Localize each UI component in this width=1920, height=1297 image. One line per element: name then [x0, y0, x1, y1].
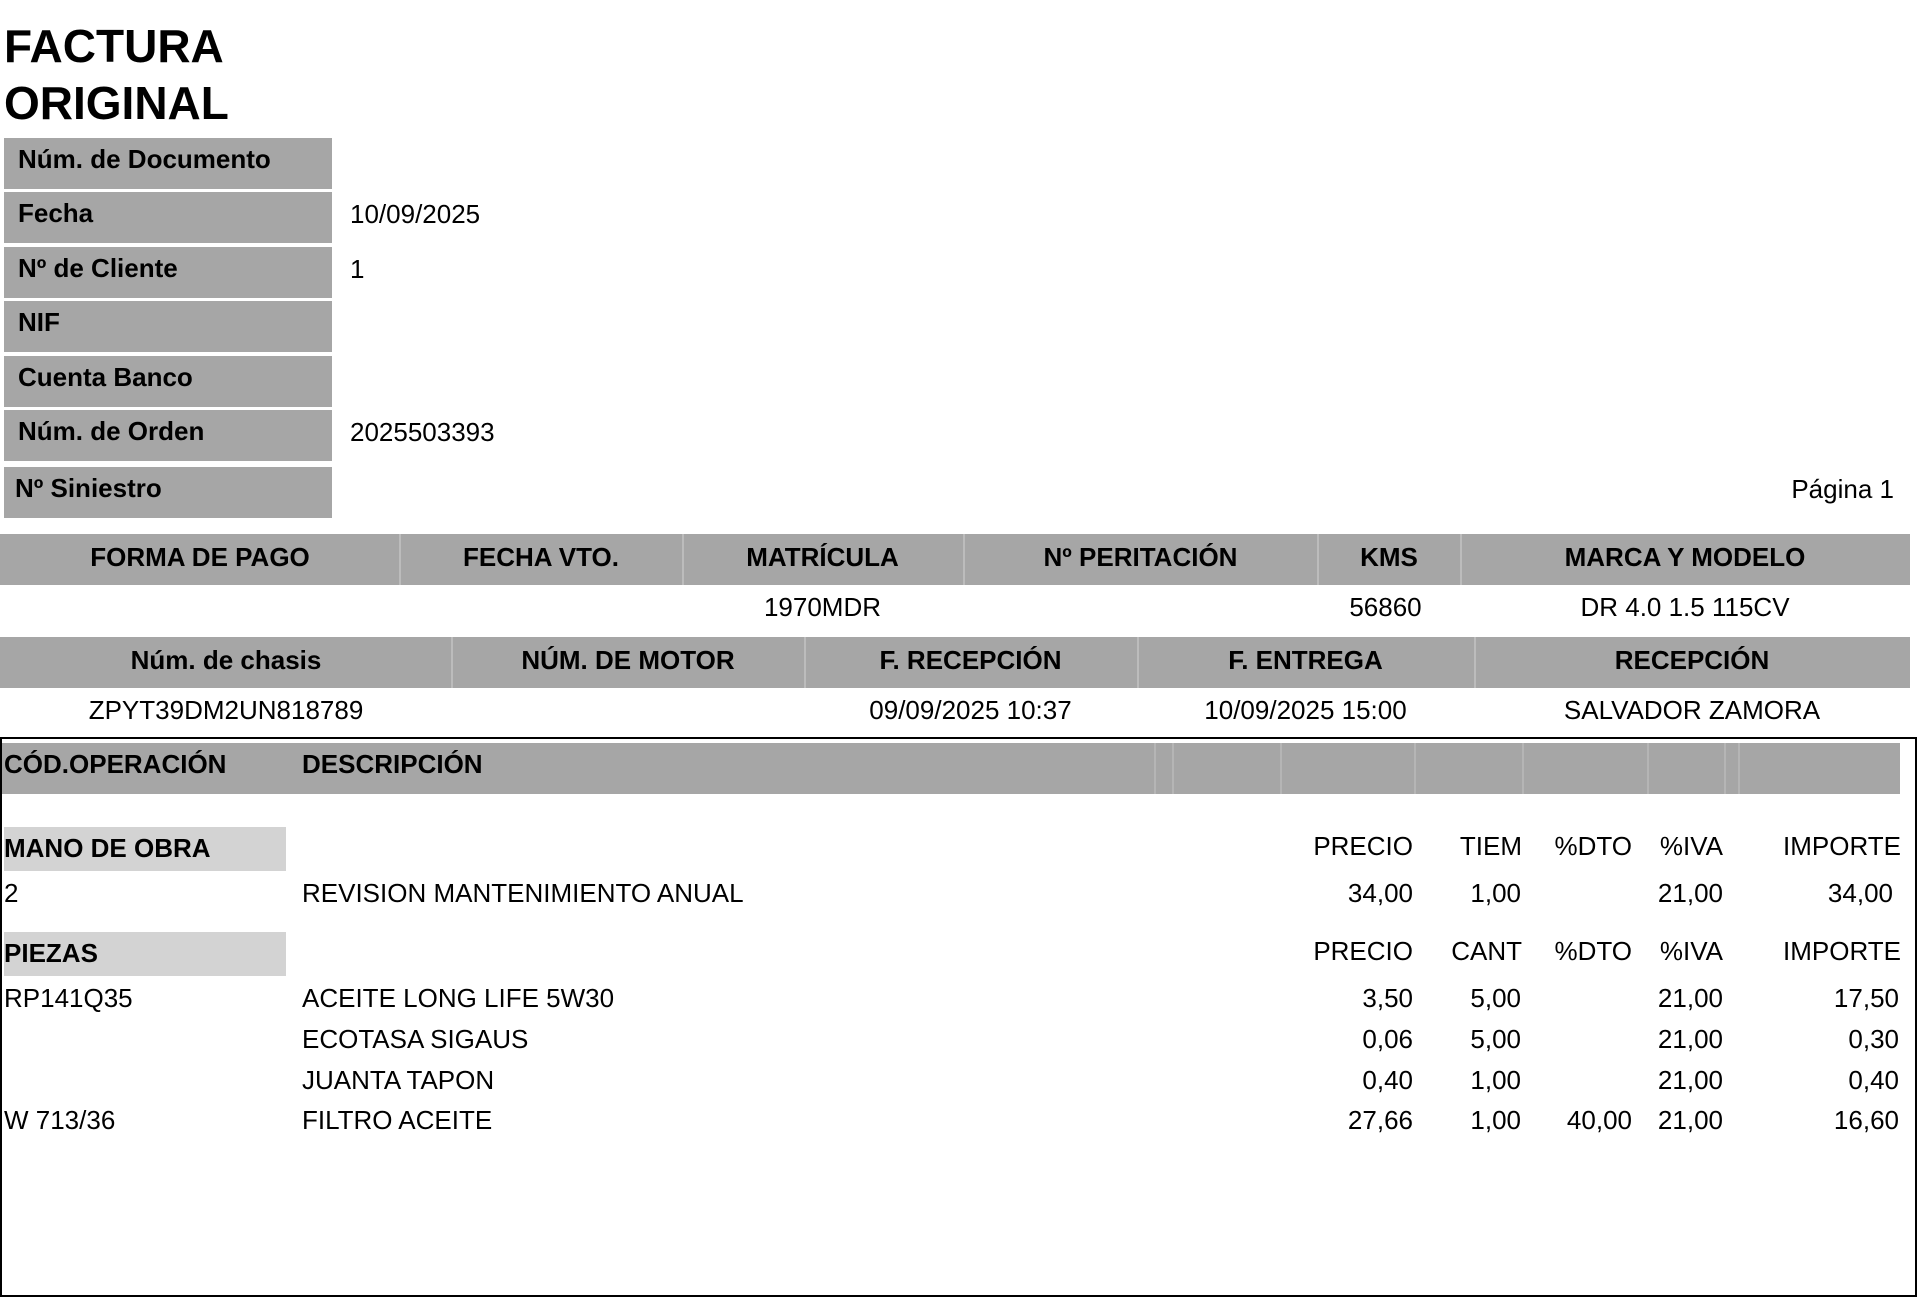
row-vat: 21,00 [1657, 1105, 1723, 1135]
labor-col-price: PRECIO [1313, 831, 1413, 861]
invoice-lines-box [0, 737, 1917, 1297]
col-reception: RECEPCIÓN [1614, 645, 1770, 675]
row-description: REVISION MANTENIMIENTO ANUAL [302, 878, 744, 908]
parts-col-amount: IMPORTE [1783, 936, 1901, 966]
col-payment-method: FORMA DE PAGO [90, 542, 310, 572]
row-description: JUANTA TAPON [302, 1065, 495, 1095]
row-vat: 21,00 [1657, 1065, 1723, 1095]
date-value: 10/09/2025 [350, 199, 481, 229]
row-price: 0,06 [1362, 1024, 1413, 1054]
col-kms: KMS [1360, 542, 1418, 572]
row-amount: 17,50 [1833, 983, 1899, 1013]
labor-col-vat: %IVA [1659, 831, 1723, 861]
parts-col-qty: CANT [1451, 936, 1522, 966]
col-engine: NÚM. DE MOTOR [521, 645, 735, 675]
parts-col-discount: %DTO [1554, 936, 1632, 966]
col-chassis: Núm. de chasis [130, 645, 322, 675]
row-price: 0,40 [1362, 1065, 1413, 1095]
bank-account-label: Cuenta Banco [4, 356, 332, 407]
chassis-value: ZPYT39DM2UN818789 [88, 695, 364, 725]
row-qty: 1,00 [1470, 1105, 1521, 1135]
client-number-value: 1 [350, 254, 365, 284]
row-price: 27,66 [1347, 1105, 1413, 1135]
row-amount: 16,60 [1833, 1105, 1899, 1135]
nif-label: NIF [4, 301, 332, 352]
row-qty: 1,00 [1470, 878, 1521, 908]
page-number: Página 1 [1791, 474, 1894, 504]
title-line-2: ORIGINAL [4, 77, 229, 129]
col-description: DESCRIPCIÓN [302, 749, 483, 779]
col-due-date: FECHA VTO. [462, 542, 619, 572]
row-qty: 5,00 [1470, 983, 1521, 1013]
lines-header-bar [2, 743, 1900, 794]
order-number-label: Núm. de Orden [4, 410, 332, 461]
parts-col-vat: %IVA [1659, 936, 1723, 966]
delivery-date-value: 10/09/2025 15:00 [1204, 695, 1407, 725]
row-price: 34,00 [1347, 878, 1413, 908]
info-table-2-header [0, 637, 1910, 688]
date-label: Fecha [4, 192, 332, 243]
claim-number-label: Nº Siniestro [4, 467, 332, 518]
row-description: FILTRO ACEITE [302, 1105, 493, 1135]
col-delivery-date: F. ENTREGA [1228, 645, 1383, 675]
parts-col-price: PRECIO [1313, 936, 1413, 966]
row-description: ACEITE LONG LIFE 5W30 [302, 983, 615, 1013]
labor-col-time: TIEM [1459, 831, 1522, 861]
title-line-1: FACTURA [4, 20, 224, 72]
row-vat: 21,00 [1657, 1024, 1723, 1054]
info-table-1-header [0, 534, 1910, 585]
row-qty: 5,00 [1470, 1024, 1521, 1054]
labor-col-discount: %DTO [1554, 831, 1632, 861]
row-code: RP141Q35 [4, 983, 133, 1013]
row-amount: 34,00 [1827, 878, 1893, 908]
row-description: ECOTASA SIGAUS [302, 1024, 529, 1054]
row-vat: 21,00 [1657, 878, 1723, 908]
order-number-value: 2025503393 [350, 417, 495, 447]
col-make-model: MARCA Y MODELO [1564, 542, 1806, 572]
parts-section-label: PIEZAS [4, 932, 286, 976]
doc-number-label: Núm. de Documento [4, 138, 332, 189]
kms-value: 56860 [1349, 592, 1422, 622]
plate-value: 1970MDR [763, 592, 882, 622]
row-code: 2 [4, 878, 19, 908]
row-qty: 1,00 [1470, 1065, 1521, 1095]
labor-section-label: MANO DE OBRA [4, 827, 286, 871]
make-model-value: DR 4.0 1.5 115CV [1580, 592, 1790, 622]
row-amount: 0,40 [1848, 1065, 1899, 1095]
reception-value: SALVADOR ZAMORA [1563, 695, 1821, 725]
row-vat: 21,00 [1657, 983, 1723, 1013]
labor-col-amount: IMPORTE [1783, 831, 1901, 861]
row-amount: 0,30 [1848, 1024, 1899, 1054]
client-number-label: Nº de Cliente [4, 247, 332, 298]
col-appraisal: Nº PERITACIÓN [1043, 542, 1238, 572]
reception-date-value: 09/09/2025 10:37 [869, 695, 1072, 725]
col-plate: MATRÍCULA [746, 542, 899, 572]
row-price: 3,50 [1362, 983, 1413, 1013]
col-operation-code: CÓD.OPERACIÓN [4, 749, 227, 779]
document-title [4, 18, 229, 132]
row-discount: 40,00 [1566, 1105, 1632, 1135]
row-code: W 713/36 [4, 1105, 116, 1135]
col-reception-date: F. RECEPCIÓN [879, 645, 1062, 675]
